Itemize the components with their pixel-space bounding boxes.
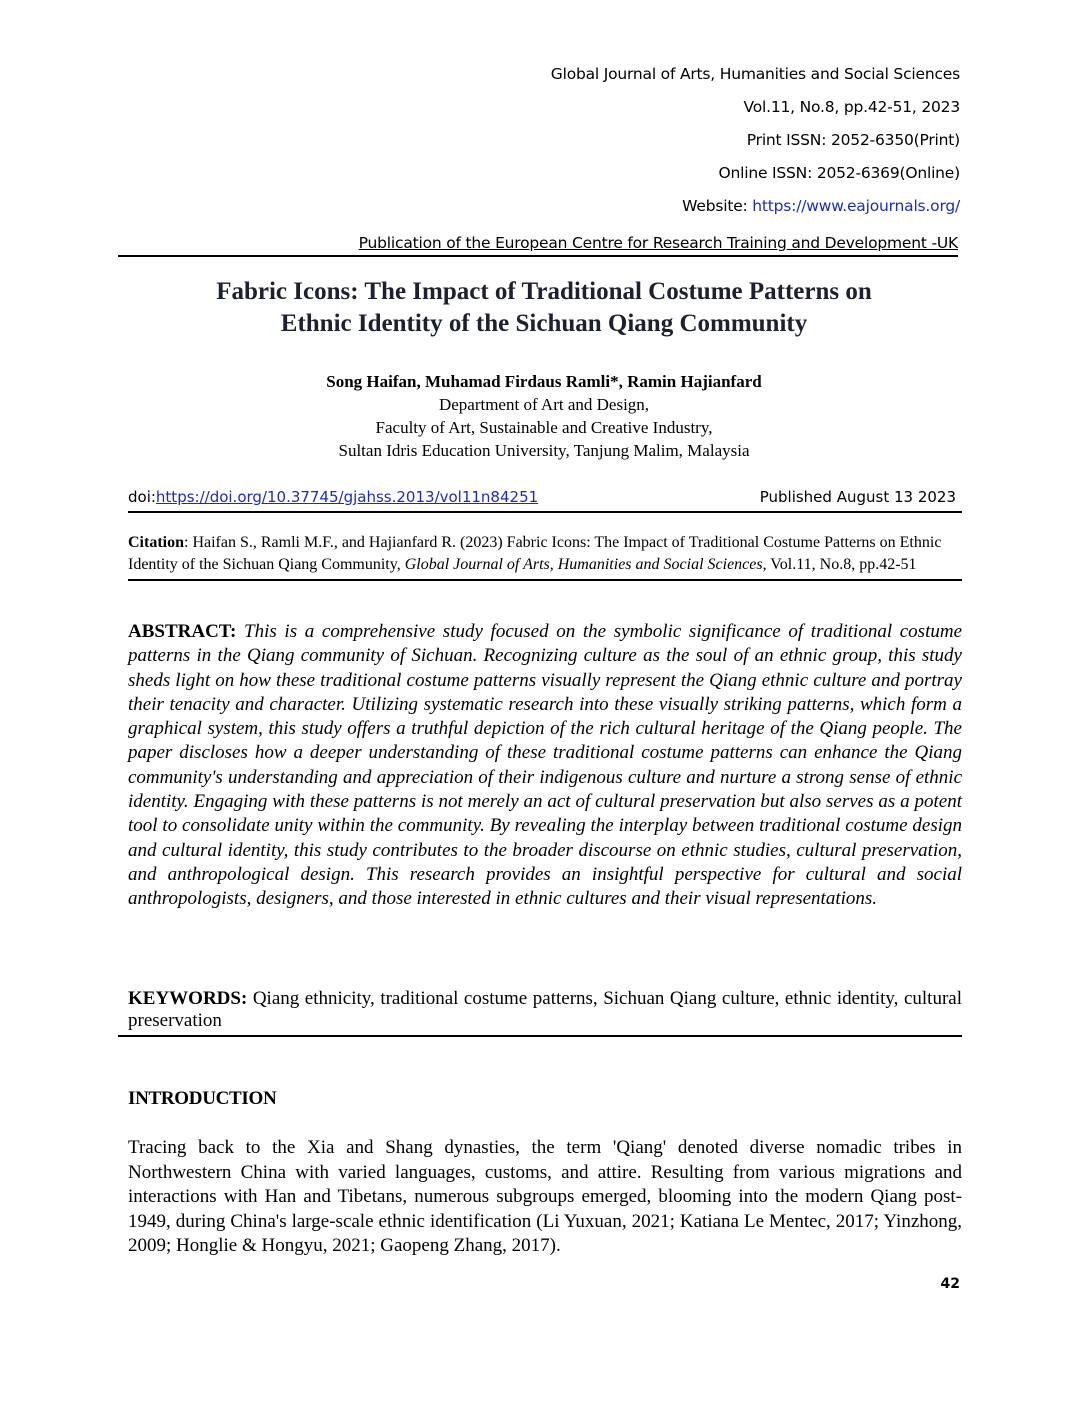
website-line [682,197,960,215]
doi-prefix: doi: [128,488,156,506]
citation-volume: , Vol.11, No.8, pp.42-51 [762,556,917,573]
introduction-heading: INTRODUCTION [128,1088,277,1109]
journal-volume: Vol.11, No.8, pp.42-51, 2023 [743,98,960,116]
abstract-label: ABSTRACT: [128,621,237,642]
keywords-block [118,988,962,1037]
citation-text: : Haifan S., Ramli M.F., and Hajianfard R. (2023) Fabric Icons: The Impact of Traditional Costume Patterns on Ethnic Identity of the Sichuan Qiang Community, [128,534,942,573]
keywords-text: Qiang ethnicity, traditional costume patterns, Sichuan Qiang culture, ethnic identity, cultural preservation [128,988,962,1031]
citation-block [128,532,962,581]
title-line-2: Ethnic Identity of the Sichuan Qiang Community [280,310,808,337]
print-issn: Print ISSN: 2052-6350(Print) [746,131,960,149]
introduction-paragraph: Tracing back to the Xia and Shang dynasties, the term 'Qiang' denoted diverse nomadic tribes in Northwestern China with varied languages, customs, and attire. Resulting from various migrations and interactions with Han and Tibetans, numerous subgroups emerged, blooming into the modern Qiang post-1949, during China's large-scale ethnic identification (Li Yuxuan, 2021; Katiana Le Mentec, 2017; Yinzhong, 2009; Honglie & Hongyu, 2021; Gaopeng Zhang, 2017). [128,1137,962,1256]
keywords-label: KEYWORDS: [128,988,248,1009]
citation-journal: Global Journal of Arts, Humanities and Social Sciences [404,556,763,573]
affiliation-department: Department of Art and Design, [438,395,650,414]
abstract-block [128,620,962,912]
website-link[interactable]: https://www.eajournals.org/ [752,197,960,215]
authors-block [118,370,970,462]
publisher-line [118,232,958,257]
journal-name: Global Journal of Arts, Humanities and Social Sciences [550,65,960,83]
author-names: Song Haifan, Muhamad Firdaus Ramli*, Ramin Hajianfard [326,372,762,391]
online-issn: Online ISSN: 2052-6369(Online) [718,164,960,182]
affiliation-university: Sultan Idris Education University, Tanjung Malim, Malaysia [338,441,750,460]
title-line-1: Fabric Icons: The Impact of Traditional Costume Patterns on [216,278,872,305]
citation-label: Citation [128,534,184,551]
website-label: Website: [682,197,753,215]
doi-link[interactable]: https://doi.org/10.37745/gjahss.2013/vol11n84251 [155,488,539,506]
abstract-text: This is a comprehensive study focused on the symbolic significance of traditional costume patterns in the Qiang community of Sichuan. Recognizing culture as the soul of an ethnic group, this study sheds light on how these traditional costume patterns visually represent the Qiang ethnic culture and portray their tenacity and character. Utilizing systematic research into these visually striking patterns, which form a graphical system, this study offers a truthful depiction of the rich cultural heritage of the Qiang people. The paper discloses how a deeper understanding of these traditional costume patterns can enhance the Qiang community's understanding and appreciation of their indigenous culture and nurture a strong sense of ethnic identity. Engaging with these patterns is not merely an act of cultural preservation but also serves as a potent tool to consolidate unity within the community. By revealing the interplay between traditional costume design and cultural identity, this study contributes to the broader discourse on ethnic studies, cultural preservation, and anthropological design. This research provides an insightful perspective for cultural and social anthropologists, designers, and those interested in ethnic cultures and their visual representations. [128,621,962,910]
published-date: Published August 13 2023 [759,488,956,506]
page-number: 42 [940,1276,960,1292]
affiliation-faculty: Faculty of Art, Sustainable and Creative Industry, [375,418,713,437]
paper-title [118,276,970,340]
publisher-text: Publication of the European Centre for Research Training and Development -UK [358,234,958,252]
doi-row [128,486,962,513]
